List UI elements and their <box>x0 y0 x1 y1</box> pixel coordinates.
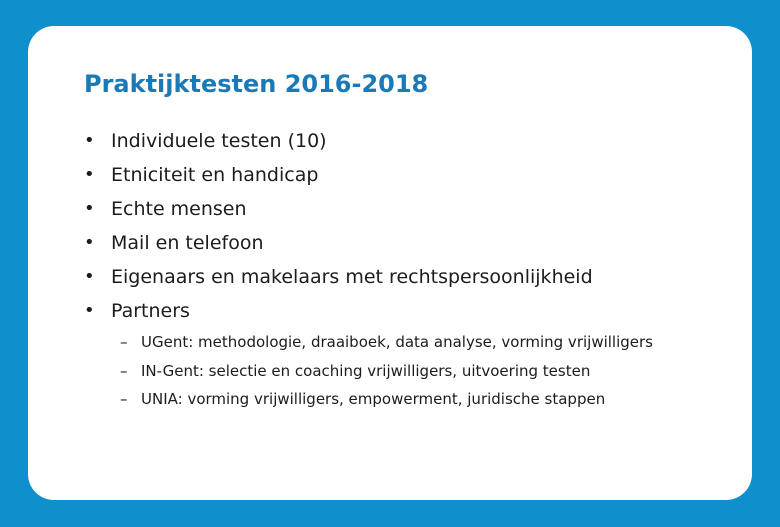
bullet-dot-icon: • <box>84 164 95 185</box>
bullet-dot-icon: • <box>84 300 95 321</box>
bullet-dot-icon: • <box>84 130 95 151</box>
sub-bullet-text: UNIA: vorming vrijwilligers, empowerment, juridische stappen <box>141 390 606 408</box>
dash-icon: – <box>120 361 128 380</box>
dash-icon: – <box>120 390 128 408</box>
bullet-text: Etniciteit en handicap <box>111 164 319 186</box>
sub-bullet-text: IN-Gent: selectie en coaching vrijwilligers, uitvoering testen <box>141 361 591 380</box>
sub-bullet-text: UGent: methodologie, draaiboek, data analyse, vorming vrijwilligers <box>141 333 653 351</box>
dash-icon: – <box>120 333 128 351</box>
bullet-text: Mail en telefoon <box>111 232 264 254</box>
bullet-text: Partners <box>111 300 190 322</box>
bullet-dot-icon: • <box>84 198 95 219</box>
slide-title: Praktijktesten 2016-2018 <box>84 70 429 98</box>
bullet-text: Individuele testen (10) <box>111 130 327 152</box>
bullet-text: Eigenaars en makelaars met rechtspersoonlijkheid <box>111 266 593 288</box>
bullet-dot-icon: • <box>84 266 95 287</box>
bullet-dot-icon: • <box>84 232 95 253</box>
bullet-text: Echte mensen <box>111 198 247 220</box>
